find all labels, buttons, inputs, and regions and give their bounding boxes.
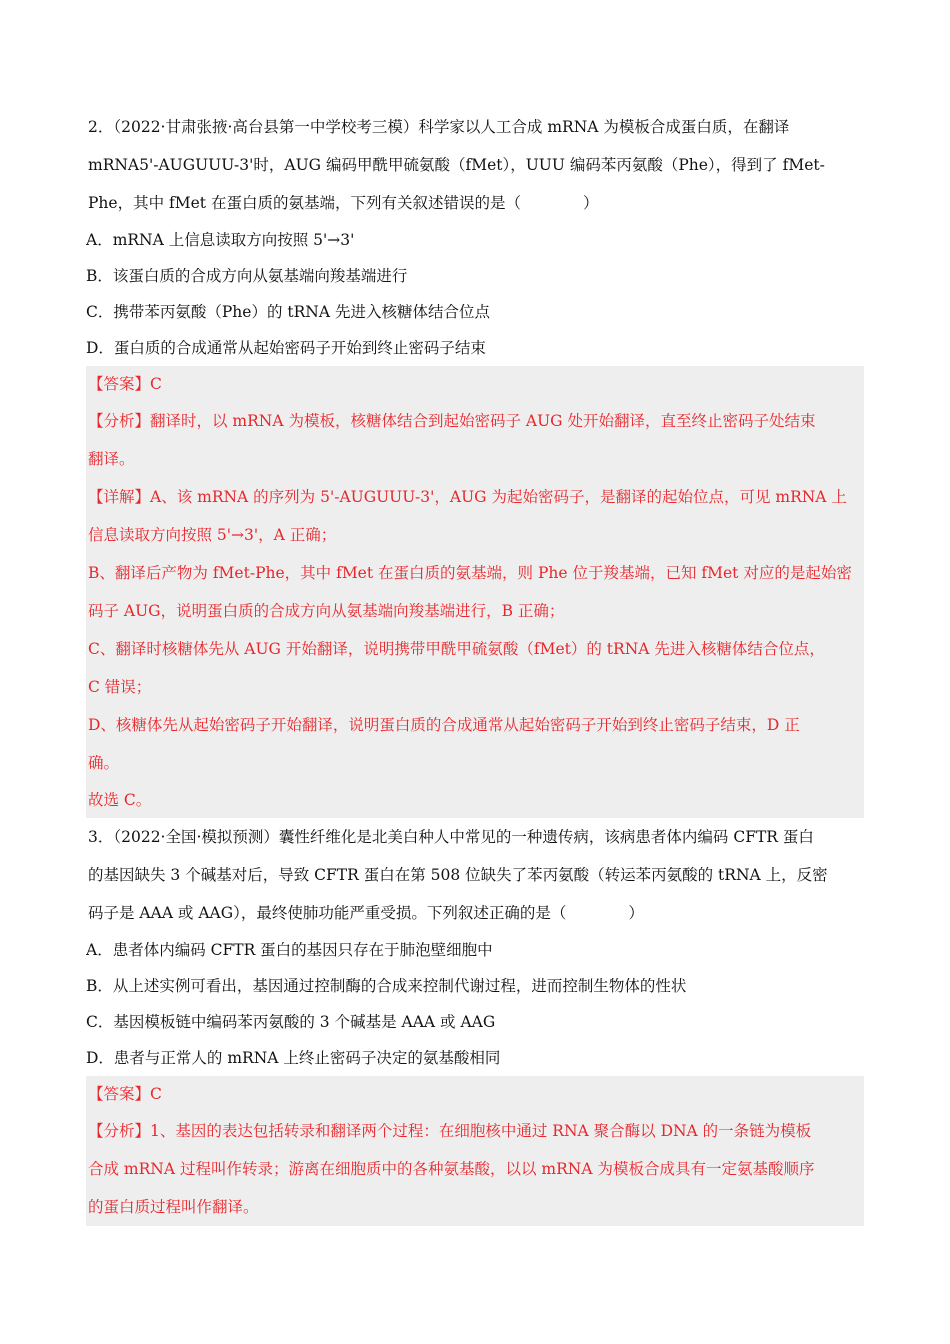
q3-stem-line-3: 码子是 AAA 或 AAG），最终使肺功能严重受损。下列叙述正确的是（ ） <box>88 904 644 922</box>
q2-stem-line-2: mRNA5'-AUGUUU-3'时，AUG 编码甲酰甲硫氨酸（fMet），UUU 编码苯丙氨酸（Phe），得到了 fMet- <box>88 156 825 174</box>
q3-option-d: D．患者与正常人的 mRNA 上终止密码子决定的氨基酸相同 <box>86 1049 501 1067</box>
q2-stem-line-1: 2．（2022·甘肃张掖·高台县第一中学校考三模）科学家以人工合成 mRNA 为模板合成蛋白质，在翻译 <box>88 118 790 136</box>
q3-answer: 【答案】C <box>88 1085 162 1103</box>
q2-detail-line-7: D、核糖体先从起始密码子开始翻译，说明蛋白质的合成通常从起始密码子开始到终止密码子结束，D 正 <box>88 716 800 734</box>
q3-solution-block <box>86 1076 864 1226</box>
q3-analysis-line-3: 的蛋白质过程叫作翻译。 <box>88 1198 259 1216</box>
q2-analysis-line-2: 翻译。 <box>88 450 135 468</box>
q3-option-c: C．基因模板链中编码苯丙氨酸的 3 个碱基是 AAA 或 AAG <box>86 1013 496 1031</box>
q3-analysis-line-2: 合成 mRNA 过程叫作转录；游离在细胞质中的各种氨基酸，以以 mRNA 为模板合成具有一定氨基酸顺序 <box>88 1160 815 1178</box>
q2-option-d: D．蛋白质的合成通常从起始密码子开始到终止密码子结束 <box>86 339 486 357</box>
q2-stem-line-3: Phe，其中 fMet 在蛋白质的氨基端，下列有关叙述错误的是（ ） <box>88 194 599 212</box>
q3-stem-line-2: 的基因缺失 3 个碱基对后，导致 CFTR 蛋白在第 508 位缺失了苯丙氨酸（转运苯丙氨酸的 tRNA 上，反密 <box>88 866 828 884</box>
q3-analysis-line-1: 【分析】1、基因的表达包括转录和翻译两个过程：在细胞核中通过 RNA 聚合酶以 DNA 的一条链为模板 <box>88 1122 812 1140</box>
document-page <box>86 108 864 1226</box>
q2-option-b: B．该蛋白质的合成方向从氨基端向羧基端进行 <box>86 267 408 285</box>
q2-option-c: C．携带苯丙氨酸（Phe）的 tRNA 先进入核糖体结合位点 <box>86 303 490 321</box>
q2-detail-line-1: 【详解】A、该 mRNA 的序列为 5'-AUGUUU-3'，AUG 为起始密码子，是翻译的起始位点，可见 mRNA 上 <box>88 488 847 506</box>
q2-detail-line-3: B、翻译后产物为 fMet-Phe，其中 fMet 在蛋白质的氨基端，则 Phe 位于羧基端，已知 fMet 对应的是起始密 <box>88 564 852 582</box>
q2-detail-line-2: 信息读取方向按照 5'→3'，A 正确； <box>88 526 337 544</box>
q2-solution-block <box>86 366 864 818</box>
q2-detail-line-4: 码子 AUG，说明蛋白质的合成方向从氨基端向羧基端进行，B 正确； <box>88 602 565 620</box>
question-2 <box>86 108 864 818</box>
q2-conclusion: 故选 C。 <box>88 791 152 809</box>
q2-detail-line-6: C 错误； <box>88 678 152 696</box>
q2-option-a: A．mRNA 上信息读取方向按照 5'→3' <box>86 231 355 249</box>
q2-answer: 【答案】C <box>88 375 162 393</box>
q3-stem-line-1: 3．（2022·全国·模拟预测）囊性纤维化是北美白种人中常见的一种遗传病，该病患者体内编码 CFTR 蛋白 <box>88 828 814 846</box>
q2-detail-line-8: 确。 <box>88 754 120 772</box>
q3-option-a: A．患者体内编码 CFTR 蛋白的基因只存在于肺泡壁细胞中 <box>86 941 493 959</box>
q3-option-b: B．从上述实例可看出，基因通过控制酶的合成来控制代谢过程，进而控制生物体的性状 <box>86 977 687 995</box>
q2-analysis-line-1: 【分析】翻译时，以 mRNA 为模板，核糖体结合到起始密码子 AUG 处开始翻译，直至终止密码子处结束 <box>88 412 816 430</box>
q2-detail-line-5: C、翻译时核糖体先从 AUG 开始翻译，说明携带甲酰甲硫氨酸（fMet）的 tRNA 先进入核糖体结合位点， <box>88 640 825 658</box>
question-3 <box>86 818 864 1226</box>
